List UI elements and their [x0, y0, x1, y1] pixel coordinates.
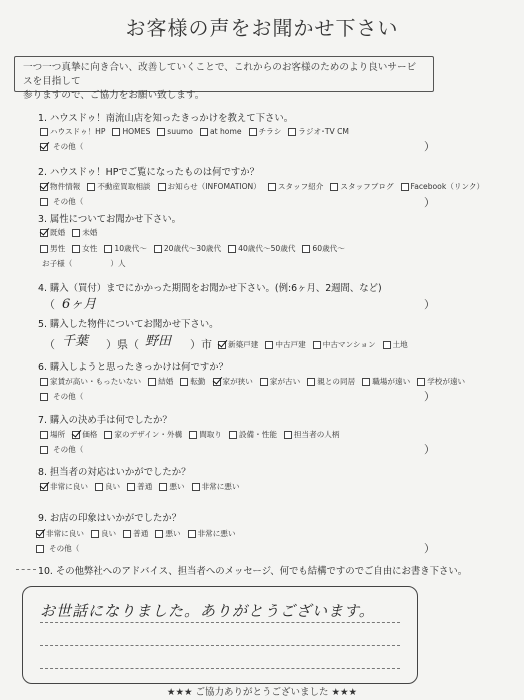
- checkbox[interactable]: [228, 245, 236, 253]
- comment-line-1: [40, 622, 400, 623]
- checkbox-checked[interactable]: [40, 183, 48, 191]
- q8-option-2[interactable]: 良い: [95, 481, 120, 492]
- q9-other-close: ）: [424, 542, 435, 555]
- q3-age-20-30s[interactable]: 20歳代～30歳代: [154, 243, 221, 254]
- q7-option-1[interactable]: 場所: [40, 429, 65, 440]
- q1-options: [40, 126, 353, 137]
- checkbox[interactable]: [189, 431, 197, 439]
- checkbox[interactable]: [127, 483, 135, 491]
- q6-option-1[interactable]: 家賃が高い・もったいない: [40, 376, 141, 387]
- intro-line-1: 一つ一つ真摯に向き合い、改善していくことで、これからのお客様のためのより良いサービスを目指して: [23, 62, 417, 87]
- q5-type-2[interactable]: 中古戸建: [265, 339, 305, 350]
- q1-option-4[interactable]: at home: [200, 127, 242, 136]
- checkbox[interactable]: [265, 341, 273, 349]
- checkbox-checked[interactable]: [40, 229, 48, 237]
- checkbox[interactable]: [362, 378, 370, 386]
- q3-children-label: お子様（: [42, 259, 73, 268]
- checkbox[interactable]: [268, 183, 276, 191]
- checkbox[interactable]: [401, 183, 409, 191]
- q5-city-suffix: ）市: [190, 338, 212, 351]
- q9-options: [36, 528, 240, 539]
- checkbox[interactable]: [158, 183, 166, 191]
- q6-option-5[interactable]: 家が古い: [260, 376, 300, 387]
- q9-option-2[interactable]: 良い: [91, 528, 116, 539]
- q1-option-2[interactable]: HOMES: [112, 127, 150, 136]
- checkbox[interactable]: [123, 530, 131, 538]
- checkbox[interactable]: [302, 245, 310, 253]
- checkbox[interactable]: [112, 128, 120, 136]
- q2-option-1[interactable]: 物件情報: [40, 181, 80, 192]
- checkbox[interactable]: [104, 431, 112, 439]
- q6-option-3[interactable]: 転勤: [180, 376, 205, 387]
- checkbox-checked[interactable]: [40, 483, 48, 491]
- q8-option-3[interactable]: 普通: [127, 481, 152, 492]
- q2-option-5[interactable]: スタッフブログ: [330, 181, 393, 192]
- checkbox[interactable]: [260, 378, 268, 386]
- checkbox[interactable]: [40, 431, 48, 439]
- checkbox-checked[interactable]: [218, 341, 226, 349]
- checkbox[interactable]: [104, 245, 112, 253]
- q8-option-4[interactable]: 悪い: [159, 481, 184, 492]
- checkbox[interactable]: [36, 545, 44, 553]
- q1-option-6[interactable]: ラジオ･TV CM: [288, 126, 349, 137]
- q7-other-close: ）: [424, 443, 435, 456]
- q4-label: 4. 購入（買付）までにかかった期間をお聞かせ下さい。(例:6ヶ月、2週間、など): [38, 283, 382, 294]
- q7-option-4[interactable]: 間取り: [189, 429, 222, 440]
- q7-option-5[interactable]: 設備・性能: [229, 429, 277, 440]
- q1-other-close: ）: [424, 140, 435, 153]
- checkbox-checked[interactable]: [40, 143, 48, 151]
- checkbox[interactable]: [200, 128, 208, 136]
- q9-option-3[interactable]: 普通: [123, 528, 148, 539]
- checkbox[interactable]: [155, 530, 163, 538]
- q6-option-6[interactable]: 親との同居: [307, 376, 355, 387]
- q7-option-3[interactable]: 家のデザイン・外構: [104, 429, 182, 440]
- checkbox[interactable]: [313, 341, 321, 349]
- q5-city-answer[interactable]: 野田: [145, 334, 172, 349]
- q3-age-60s[interactable]: 60歳代～: [302, 243, 344, 254]
- q8-option-5[interactable]: 非常に悪い: [192, 481, 240, 492]
- q10-comment[interactable]: お世話になりました。ありがとうございます。: [40, 602, 375, 620]
- checkbox[interactable]: [180, 378, 188, 386]
- q4-open: （: [44, 298, 55, 311]
- q1-other[interactable]: その他（: [40, 141, 83, 152]
- checkbox[interactable]: [157, 128, 165, 136]
- q5-prefecture-answer[interactable]: 千葉: [62, 334, 89, 349]
- checkbox[interactable]: [40, 128, 48, 136]
- divider-left: [16, 569, 36, 570]
- q7-options: [40, 429, 344, 440]
- q6-option-4[interactable]: 家が狭い: [213, 376, 253, 387]
- thanks-footer: ★★★ ご協力ありがとうございました ★★★: [166, 687, 358, 698]
- checkbox[interactable]: [40, 198, 48, 206]
- q3-marital: [40, 227, 101, 238]
- q2-other[interactable]: その他（: [40, 196, 83, 207]
- q3-single[interactable]: 未婚: [72, 227, 97, 238]
- q6-other[interactable]: その他（: [40, 391, 83, 402]
- q3-age-10s[interactable]: 10歳代～: [104, 243, 146, 254]
- q7-label: 7. 購入の決め手は何でしたか？: [38, 415, 172, 426]
- q2-option-3[interactable]: お知らせ（INFOMATION）: [158, 181, 261, 192]
- checkbox[interactable]: [95, 483, 103, 491]
- q5-type-3[interactable]: 中古マンション: [313, 339, 376, 350]
- checkbox-checked[interactable]: [72, 431, 80, 439]
- checkbox[interactable]: [148, 378, 156, 386]
- q6-option-8[interactable]: 学校が遠い: [417, 376, 465, 387]
- q5-type-1[interactable]: 新築戸建: [218, 339, 258, 350]
- checkbox[interactable]: [284, 431, 292, 439]
- q2-option-2[interactable]: 不動産買取相談: [87, 181, 150, 192]
- q1-label: 1. ハウスドゥ！南流山店を知ったきっかけを教えて下さい。: [38, 113, 294, 124]
- q9-other[interactable]: その他（: [36, 543, 79, 554]
- checkbox[interactable]: [72, 245, 80, 253]
- q7-other[interactable]: その他（: [40, 444, 83, 455]
- checkbox[interactable]: [159, 483, 167, 491]
- q3-female[interactable]: 女性: [72, 243, 97, 254]
- q2-label: 2. ハウスドゥ！HPでご覧になったものは何ですか？: [38, 167, 259, 178]
- checkbox[interactable]: [188, 530, 196, 538]
- q3-married[interactable]: 既婚: [40, 227, 65, 238]
- q3-male[interactable]: 男性: [40, 243, 65, 254]
- q9-option-5[interactable]: 非常に悪い: [188, 528, 236, 539]
- q4-answer[interactable]: 6ヶ月: [62, 297, 97, 312]
- q1-option-1[interactable]: ハウスドゥ！HP: [40, 126, 105, 137]
- q6-other-close: ）: [424, 390, 435, 403]
- q1-option-5[interactable]: チラシ: [249, 126, 282, 137]
- checkbox[interactable]: [91, 530, 99, 538]
- q5-pref-suffix: ）県（: [106, 338, 139, 351]
- q2-option-6[interactable]: Facebook（リンク）: [401, 181, 485, 192]
- q8-options: [40, 481, 244, 492]
- q1-option-3[interactable]: suumo: [157, 127, 193, 136]
- q2-other-close: ）: [424, 196, 435, 209]
- q2-option-4[interactable]: スタッフ紹介: [268, 181, 324, 192]
- checkbox[interactable]: [288, 128, 296, 136]
- q6-label: 6. 購入しようと思ったきっかけは何ですか？: [38, 362, 229, 373]
- checkbox[interactable]: [40, 446, 48, 454]
- q10-label: 10. その他弊社へのアドバイス、担当者へのメッセージ、何でも結構ですのでご自由にお書き下さい。: [38, 566, 468, 577]
- q3-children-unit: ）人: [110, 259, 126, 268]
- q5-type-4[interactable]: 土地: [383, 339, 408, 350]
- checkbox-checked[interactable]: [36, 530, 44, 538]
- checkbox-checked[interactable]: [213, 378, 221, 386]
- q3-children: [42, 258, 126, 269]
- checkbox[interactable]: [40, 245, 48, 253]
- checkbox[interactable]: [192, 483, 200, 491]
- checkbox[interactable]: [383, 341, 391, 349]
- checkbox[interactable]: [330, 183, 338, 191]
- checkbox[interactable]: [72, 229, 80, 237]
- checkbox[interactable]: [154, 245, 162, 253]
- checkbox[interactable]: [249, 128, 257, 136]
- intro-line-2: 参りますので、ご協力をお願い致します。: [23, 90, 205, 101]
- q5-label: 5. 購入した物件についてお聞かせ下さい。: [38, 319, 219, 330]
- q9-option-4[interactable]: 悪い: [155, 528, 180, 539]
- checkbox[interactable]: [417, 378, 425, 386]
- q9-option-1[interactable]: 非常に良い: [36, 528, 84, 539]
- q5-types: [218, 339, 412, 350]
- comment-line-2: [40, 645, 400, 646]
- checkbox[interactable]: [40, 393, 48, 401]
- checkbox[interactable]: [307, 378, 315, 386]
- q6-option-7[interactable]: 職場が遠い: [362, 376, 410, 387]
- q7-option-2[interactable]: 価格: [72, 429, 97, 440]
- survey-title: お客様の声をお聞かせ下さい: [125, 16, 399, 40]
- q3-age-40-50s[interactable]: 40歳代～50歳代: [228, 243, 295, 254]
- comment-line-3: [40, 668, 400, 669]
- q2-options: [40, 181, 488, 192]
- q7-option-6[interactable]: 担当者の人柄: [284, 429, 340, 440]
- q6-options: [40, 376, 469, 387]
- checkbox[interactable]: [40, 378, 48, 386]
- q9-label: 9. お店の印象はいかがでしたか？: [38, 513, 182, 524]
- q8-label: 8. 担当者の対応はいかがでしたか？: [38, 467, 191, 478]
- q6-option-2[interactable]: 結婚: [148, 376, 173, 387]
- checkbox[interactable]: [87, 183, 95, 191]
- intro-box: [14, 56, 434, 101]
- checkbox[interactable]: [229, 431, 237, 439]
- q5-open: （: [44, 338, 55, 351]
- q4-close: ）: [424, 298, 435, 311]
- q3-gender-age: [40, 243, 349, 254]
- q8-option-1[interactable]: 非常に良い: [40, 481, 88, 492]
- q3-label: 3. 属性についてお聞かせ下さい。: [38, 214, 181, 225]
